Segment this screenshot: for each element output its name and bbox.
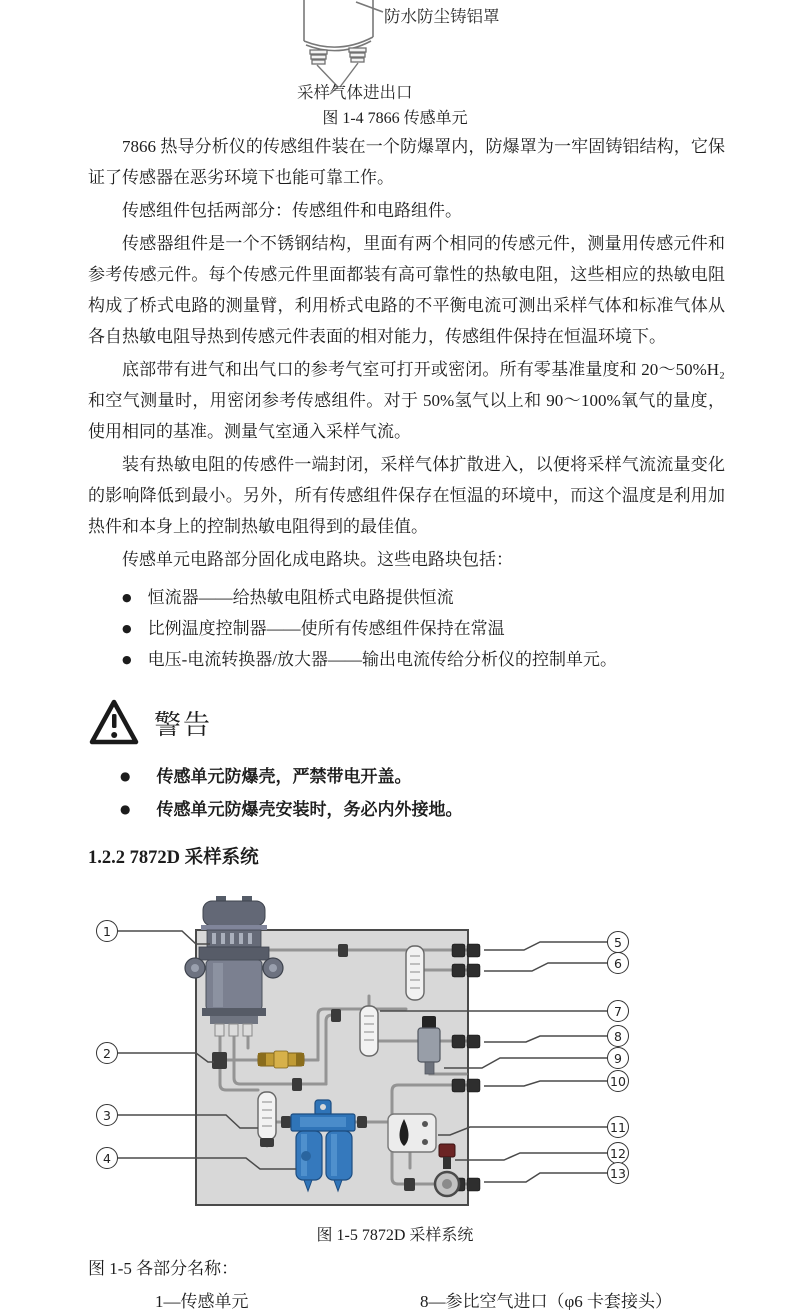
fig14-inlet-label: 采样气体进出口 [297,83,413,102]
warning-triangle-icon [88,698,140,746]
brass-valve-graphic [258,1051,304,1068]
figure-1-5-diagram [0,888,790,1213]
paragraph: 传感器组件是一个不锈钢结构，里面有两个相同的传感元件，测量用传感元件和参考传感元件。每个传感元件里面都装有高可靠性的热敏电阻，这些相应的热敏电阻构成了桥式电路的测量臂，利用桥式电路的不平衡电流可测出采样气体和标准气体从各自热敏电阻导热到传感元件表面的相对能力，传感组件保持在恒温环境下。 [88,234,725,346]
list-item-text: 比例温度控制器——使所有传感组件保持在常温 [147,619,505,638]
bullet-icon: ● [122,622,132,635]
paragraph: 传感组件包括两部分：传感组件和电路组件。 [122,201,462,220]
callout-6: 6 [607,952,629,974]
list-item-text: 恒流器——给热敏电阻桥式电路提供恒流 [147,588,454,607]
pump-plate-graphic [388,1114,436,1152]
callout-3: 3 [96,1104,118,1126]
list-item [88,613,725,644]
warning-item [88,760,725,793]
callout-13: 13 [607,1162,629,1184]
fig15-caption: 图 1-5 7872D 采样系统 [316,1227,474,1244]
warning-block [88,698,725,826]
callout-10: 10 [607,1070,629,1092]
callout-8: 8 [607,1025,629,1047]
warning-title: 警告 [154,709,212,740]
warning-item-text: 传感单元防爆壳安装时，务必内外接地。 [156,800,463,819]
bullet-icon: ● [120,769,131,783]
warning-list [88,760,725,826]
list-item-text: 电压-电流转换器/放大器——输出电流传给分析仪的控制单元。 [147,650,617,669]
fig14-cover-label: 防水防尘铸铝罩 [384,7,500,26]
callout-1: 1 [96,920,118,942]
paragraph: 7866 热导分析仪的传感组件装在一个防爆罩内，防爆罩为一牢固铸铝结构，它保证了传感器在恶劣环境下也能可靠工作。 [88,137,725,187]
warning-item-text: 传感单元防爆壳，严禁带电开盖。 [156,767,412,786]
warning-header [88,698,725,746]
paragraph: 传感单元电路部分固化成电路块。这些电路块包括： [122,550,513,569]
warning-item [88,793,725,826]
fig14-caption: 图 1-4 7866 传感单元 [322,110,468,127]
circuit-block-list [88,582,725,675]
callout-9: 9 [607,1047,629,1069]
callout-12: 12 [607,1142,629,1164]
list-item [88,644,725,675]
list-item [88,582,725,613]
callout-7: 7 [607,1000,629,1022]
callout-5: 5 [607,931,629,953]
fig15-part-8: 8—参比空气进口（φ6 卡套接头） [420,1292,673,1310]
callout-4: 4 [96,1147,118,1169]
fig15-parts-title: 图 1-5 各部分名称： [88,1259,239,1278]
bullet-icon: ● [120,802,131,816]
paragraph: 底部带有进气和出气口的参考气室可打开或密闭。所有零基准量度和 20～50%H₂和空气测量时，用密闭参考传感组件。对于 50%氢气以上和 90～100%氧气的量度，使用相同的基准。测量气室通入采样气流。 [88,360,725,441]
fig15-part-1: 1—传感单元 [155,1292,249,1310]
paragraph: 装有热敏电阻的传感件一端封闭，采样气体扩散进入，以便将采样气流流量变化的影响降低到最小。另外，所有传感组件保存在恒温的环境中，而这个温度是利用加热件和本身上的控制热敏电阻得到的最佳值。 [88,455,725,536]
section-heading: 1.2.2 7872D 采样系统 [88,848,259,868]
body-text [88,131,725,675]
callout-2: 2 [96,1042,118,1064]
callout-11: 11 [607,1116,629,1138]
bullet-icon: ● [122,653,132,666]
bullet-icon: ● [122,591,132,604]
